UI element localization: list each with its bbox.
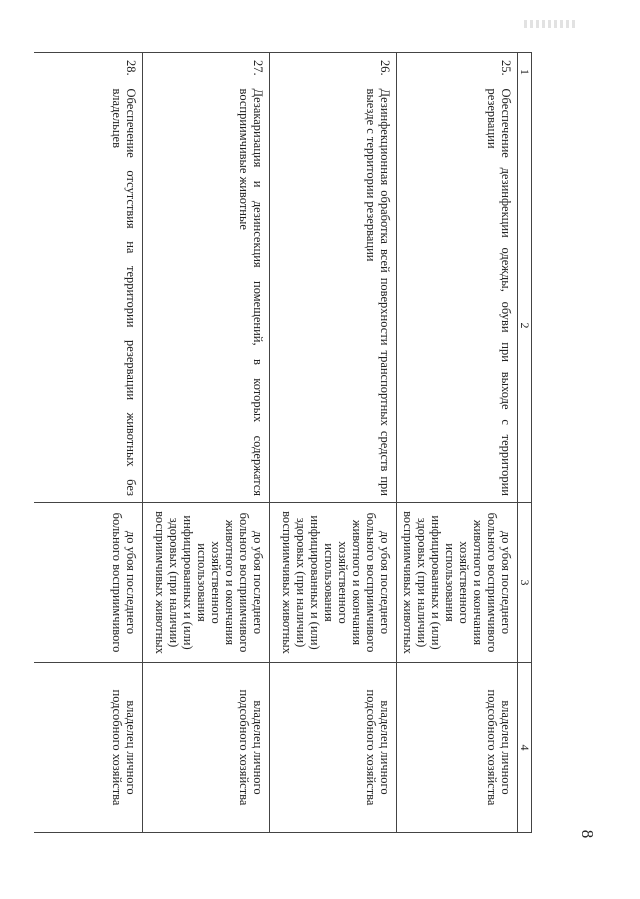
page-number: 8 [578,829,597,839]
responsible-party: владелец личного подсобного хозяйства [397,663,518,833]
measure-period: до убоя последнего больного восприимчивого животного и окончания хозяйственного использования инфицированных и (или) здоровых (при наличии) восприимчивых животных [143,503,270,663]
table-row [34,53,143,833]
header-col-1: 1 [518,69,532,75]
row-number: 26. [270,53,397,83]
responsible-party: владелец личного подсобного хозяйства [34,663,143,833]
row-number: 27. [143,53,270,83]
rotated-document-page [62,52,532,832]
row-number: 28. [34,53,143,83]
measures-table [34,52,532,833]
measure-description: Дезакаризация и дезинсекция помещений, в которых содержатся восприимчивые животные [143,83,270,503]
measure-description: Обеспечение отсутствия на территории резервации животных без владельцев [34,83,143,503]
table-row [397,53,518,833]
measure-description: Дезинфекционная обработка всей поверхности транспортных средств при выезде с территории резервации [270,83,397,503]
header-col-3: 3 [518,503,532,663]
responsible-party: владелец личного подсобного хозяйства [143,663,270,833]
measure-description: Обеспечение дезинфекции одежды, обуви при выходе с территории резервации [397,83,518,503]
measure-period: до убоя последнего больного восприимчивого животного и окончания хозяйственного использования инфицированных и (или) здоровых (при наличии) восприимчивых животных [270,503,397,663]
header-col-2: 2 [518,322,532,329]
table-header-row [518,53,532,833]
table-row [143,53,270,833]
header-col-4: 4 [518,663,532,833]
measure-period: до убоя последнего больного восприимчивого [34,503,143,663]
measure-period: до убоя последнего больного восприимчивого животного и окончания хозяйственного использования инфицированных и (или) здоровых (при наличии) восприимчивых животных [397,503,518,663]
table-header-col-1-2 [518,53,532,503]
row-number: 25. [397,53,518,83]
table-row [270,53,397,833]
responsible-party: владелец личного подсобного хозяйства [270,663,397,833]
scan-artifact [524,20,576,28]
